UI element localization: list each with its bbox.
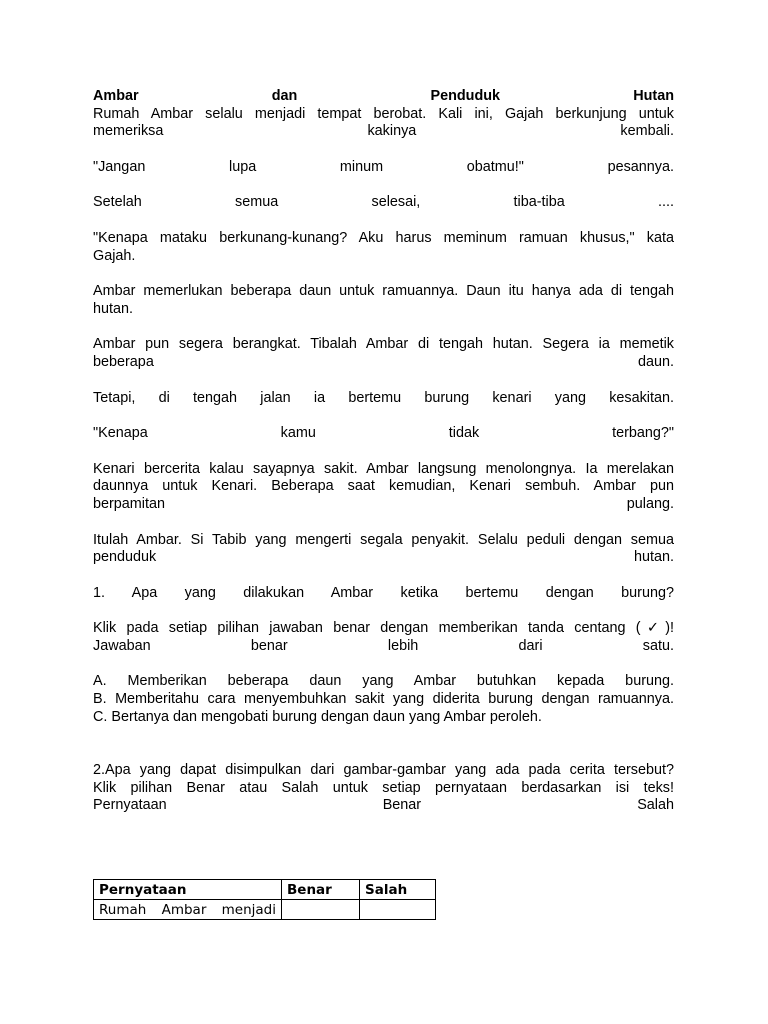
table-row — [94, 900, 436, 920]
paragraph-line: "Kenapa mataku berkunang-kunang? Aku harus meminum ramuan khusus," kata — [93, 229, 674, 246]
title-word: Hutan — [633, 88, 674, 104]
paragraph-line: Tetapi, di tengah jalan ia bertemu burung kenari yang kesakitan. — [93, 389, 674, 406]
column-header: Pernyataan — [94, 880, 282, 900]
column-header: Benar — [282, 880, 360, 900]
statement-table — [93, 879, 436, 920]
question-2-instruction: Klik pilihan Benar atau Salah untuk setiap pernyataan berdasarkan isi teks! — [93, 779, 674, 796]
question-2-header-line: Pernyataan Benar Salah — [93, 797, 674, 814]
title-word: Penduduk — [430, 88, 501, 104]
table-header-row — [94, 880, 436, 900]
paragraph-line: "Jangan lupa minum obatmu!" pesannya. — [93, 158, 674, 175]
statement-text: Rumah Ambar menjadi — [99, 901, 276, 918]
paragraph-line: Kenari bercerita kalau sayapnya sakit. Ambar langsung menolongnya. Ia merelakan — [93, 460, 674, 477]
paragraph-line: hutan. — [93, 300, 134, 317]
paragraph-line: memeriksa kakinya kembali. — [93, 123, 674, 140]
answer-option-c[interactable]: C. Bertanya dan mengobati burung dengan daun yang Ambar peroleh. — [93, 708, 542, 725]
column-header: Salah — [360, 880, 436, 900]
paragraph-line: Setelah semua selesai, tiba-tiba .... — [93, 194, 674, 211]
salah-cell[interactable] — [360, 900, 436, 920]
story-title — [93, 88, 674, 106]
question-1-instruction: Klik pada setiap pilihan jawaban benar dengan memberikan tanda centang (✓)! — [93, 620, 674, 637]
paragraph-line: beberapa daun. — [93, 353, 674, 370]
paragraph-line: Gajah. — [93, 247, 136, 264]
paragraph-line: berpamitan pulang. — [93, 495, 674, 512]
question-1-text: 1. Apa yang dilakukan Ambar ketika bertemu dengan burung? — [93, 584, 674, 601]
question-1-instruction: Jawaban benar lebih dari satu. — [93, 637, 674, 654]
answer-option-a[interactable]: A. Memberikan beberapa daun yang Ambar butuhkan kepada burung. — [93, 673, 674, 690]
paragraph-line: Itulah Ambar. Si Tabib yang mengerti segala penyakit. Selalu peduli dengan semua — [93, 531, 674, 548]
document-page — [93, 88, 674, 815]
paragraph-line: penduduk hutan. — [93, 549, 674, 566]
paragraph-line: "Kenapa kamu tidak terbang?" — [93, 425, 674, 442]
paragraph-line: daunnya untuk Kenari. Beberapa saat kemudian, Kenari sembuh. Ambar pun — [93, 478, 674, 495]
title-word: Ambar — [93, 88, 139, 104]
paragraph-line: Ambar memerlukan beberapa daun untuk ramuannya. Daun itu hanya ada di tengah — [93, 283, 674, 300]
statement-cell — [94, 900, 282, 920]
paragraph-line: Rumah Ambar selalu menjadi tempat berobat. Kali ini, Gajah berkunjung untuk — [93, 105, 674, 122]
question-2-text: 2.Apa yang dapat disimpulkan dari gambar-gambar yang ada pada cerita tersebut? — [93, 762, 674, 779]
benar-cell[interactable] — [282, 900, 360, 920]
paragraph-line: Ambar pun segera berangkat. Tibalah Ambar di tengah hutan. Segera ia memetik — [93, 336, 674, 353]
answer-option-b[interactable]: B. Memberitahu cara menyembuhkan sakit yang diderita burung dengan ramuannya. — [93, 691, 674, 708]
title-word: dan — [271, 88, 298, 104]
